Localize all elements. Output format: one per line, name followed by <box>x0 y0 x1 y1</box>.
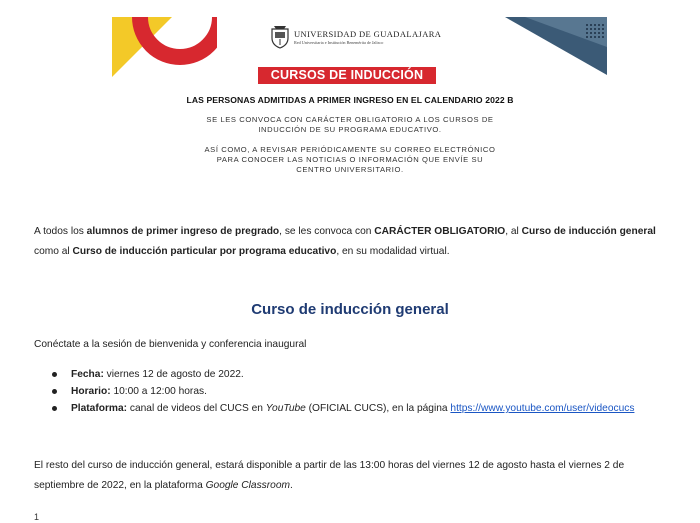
section-title: Curso de inducción general <box>251 301 449 318</box>
cursos-badge: CURSOS DE INDUCCIÓN <box>258 67 436 84</box>
banner-decoration-left <box>112 17 217 79</box>
bullet-icon <box>52 389 57 394</box>
university-logo <box>270 25 442 53</box>
bullet-icon <box>52 372 57 377</box>
list-item-plataforma: Plataforma: canal de videos del CUCS en YouTube (OFICIAL CUCS), en la página https://www.youtube.com/user/videocucs <box>52 400 672 417</box>
headline: LAS PERSONAS ADMITIDAS A PRIMER INGRESO EN EL CALENDARIO 2022 B <box>186 95 514 105</box>
event-details-list <box>52 366 672 417</box>
list-item-fecha: Fecha: viernes 12 de agosto de 2022. <box>52 366 672 383</box>
university-name: UNIVERSIDAD DE GUADALAJARA <box>294 29 442 39</box>
list-item-horario: Horario: 10:00 a 12:00 horas. <box>52 383 672 400</box>
university-seal-icon <box>270 25 290 49</box>
connect-text: Conéctate a la sesión de bienvenida y conferencia inaugural <box>34 339 307 350</box>
youtube-channel-link[interactable]: https://www.youtube.com/user/videocucs <box>450 403 635 414</box>
intro-paragraph: A todos los alumnos de primer ingreso de pregrado, se les convoca con CARÁCTER OBLIGATORIO, al Curso de inducción general como al Curso de inducción particular por programa educativo, en su modalidad virtual. <box>34 226 656 257</box>
convocation-text: SE LES CONVOCA CON CARÁCTER OBLIGATORIO A LOS CURSOS DE INDUCCIÓN DE SU PROGRAMA EDUCATIVO. <box>206 115 494 134</box>
page-number: 1 <box>34 512 40 522</box>
email-notice-text: ASÍ COMO, A REVISAR PERIÓDICAMENTE SU CORREO ELECTRÓNICO PARA CONOCER LAS NOTICIAS O INFORMACIÓN QUE ENVÍE SU CENTRO UNIVERSITARIO. <box>204 145 496 174</box>
university-tagline: Red Universitaria e Institución Benemérita de Jalisco <box>294 40 384 45</box>
bullet-icon <box>52 406 57 411</box>
remaining-course-paragraph: El resto del curso de inducción general, estará disponible a partir de las 13:00 horas del viernes 12 de agosto hasta el viernes 2 de septiembre de 2022, en la plataforma Google Classroom. <box>34 460 625 491</box>
banner-decoration-right <box>505 17 607 75</box>
